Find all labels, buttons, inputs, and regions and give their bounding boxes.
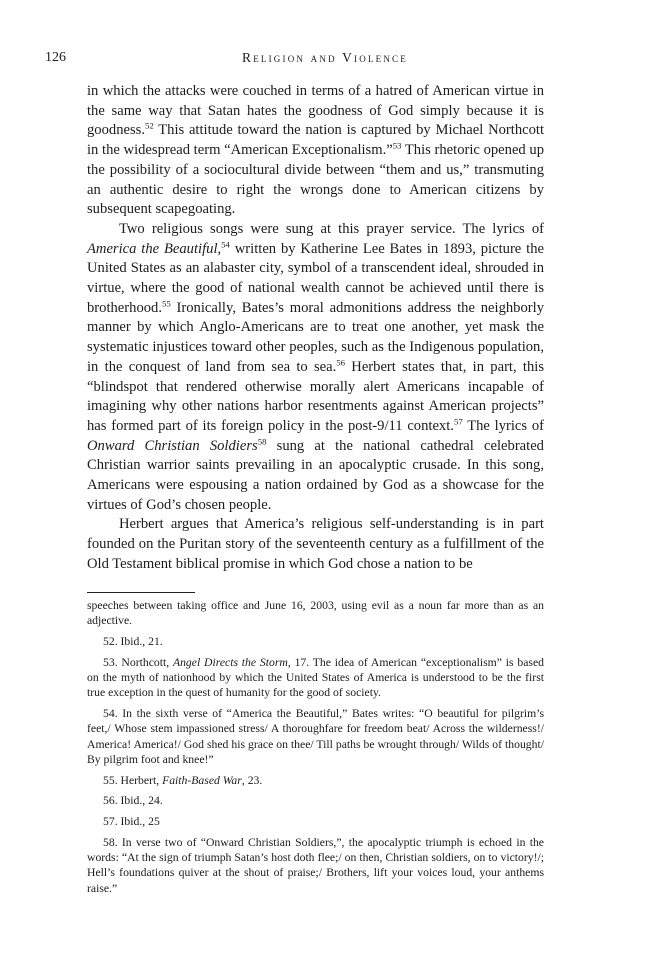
page-number: 126 (45, 50, 66, 65)
text-run: written by Katherine Lee Bates in 1893, picture the United States as an alabaster city, symbol of a transcendent ideal, shrouded in virtue, where the good of national wealth cannot be achieved until there is brotherhood. (87, 240, 544, 316)
footnote-54: 54. In the sixth verse of “America the Beautiful,” Bates writes: “O beautiful for pilgrim’s feet,/ Whose stem impassioned stress/ A thoroughfare for freedom beat/ Across the wilderness!/ America! America!/ God shed his grace on thee/ Till paths be wrought through/ Wilds of thought/ By pilgrim foot and knee!” (87, 707, 544, 767)
text-run: , 23. (241, 773, 263, 787)
text-run: sung at the national cathedral celebrated Christian warrior saints prevailing in an apocalyptic crusade. In this song, Americans were espousing a nation ordained by God as a showcase for the virtues of God’s chosen people. (87, 437, 544, 513)
running-title: Religion and Violence (242, 50, 408, 65)
book-title: Angel Directs the Storm (172, 655, 288, 669)
paragraph-3: Herbert argues that America’s religious self-understanding is in part founded on the Puritan story of the seventeenth century as a fulfillment of the Old Testament biblical promise in which God chose a nation to be (87, 516, 544, 572)
footnote-ref-56: 56 (336, 357, 345, 368)
footnote-57: 57. Ibid., 25 (103, 815, 160, 828)
text-run: 55. Herbert, (103, 773, 163, 787)
text-run: , (217, 240, 222, 257)
footnote-58: 58. In verse two of “Onward Christian Soldiers,”, the apocalyptic triumph is echoed in the words: “At the sign of triumph Satan’s host doth flee;/ on then, Christian soldiers, on to victory!/; Hell’s foundations quiver at the shout of praise;/ Brothers, lift your voices loud, your anthems raise.” (87, 835, 544, 895)
footnote-continuation: speeches between taking office and June 16, 2003, using evil as a noun far more than as an adjective. (87, 599, 544, 628)
text-run: This rhetoric opened up the possibility of a sociocultural divide between “them and us,” transmuting an authentic desire to right the wrongs done to American citizens by subsequent scapegoating. (87, 142, 544, 218)
song-title: America the Beautiful (87, 240, 218, 257)
book-title: Faith-Based War (162, 773, 242, 787)
footnote-ref-55: 55 (161, 298, 171, 309)
footnote-ref-58: 58 (257, 435, 267, 446)
footnote-ref-54: 54 (221, 238, 230, 249)
paragraph-2 (87, 220, 544, 516)
text-run: Two religious songs were sung at this prayer service. The lyrics of (119, 220, 544, 237)
footnotes (87, 598, 544, 901)
song-title: Onward Christian Soldiers (87, 437, 258, 454)
footnote-55 (87, 773, 544, 788)
footnote-56: 56. Ibid., 24. (103, 794, 163, 808)
text-run: This attitude toward the nation is captured by Michael Northcott in the widespread term “American Exceptionalism.” (87, 122, 544, 159)
text-run: , 17. The idea of American “exceptionalism” is based on the myth of nationhood by which the United States of America is understood to be the first true exception in the quest of humanity for the good of society. (87, 655, 544, 700)
footnote-divider (87, 592, 195, 593)
main-text (87, 82, 544, 575)
footnote-53 (87, 655, 544, 701)
paragraph-1 (87, 82, 544, 220)
text-run: in which the attacks were couched in terms of a hatred of American virtue in the same way that Satan hates the goodness of God simply because it is goodness. (87, 83, 544, 139)
text-run: 53. Northcott, (103, 655, 173, 669)
footnote-52: 52. Ibid., 21. (103, 635, 163, 648)
footnote-ref-57: 57 (453, 416, 463, 427)
footnote-ref-52: 52 (144, 120, 154, 131)
text-run: The lyrics of (462, 417, 545, 434)
page-header (0, 50, 650, 70)
text-run: Ironically, Bates’s moral admonitions address the neighborly manner by which Anglo-Americans are to treat one another, yet mask the systematic injustices toward other peoples, such as the Indigenous population, in the conquest of land from sea to sea. (87, 299, 544, 375)
footnote-ref-53: 53 (392, 140, 402, 151)
text-run: Herbert states that, in part, this “blindspot that rendered otherwise morally alert Americans incapable of imagining why other nations harbor resentments against American projects” has formed part of its foreign policy in the post-9/11 context. (87, 358, 544, 434)
